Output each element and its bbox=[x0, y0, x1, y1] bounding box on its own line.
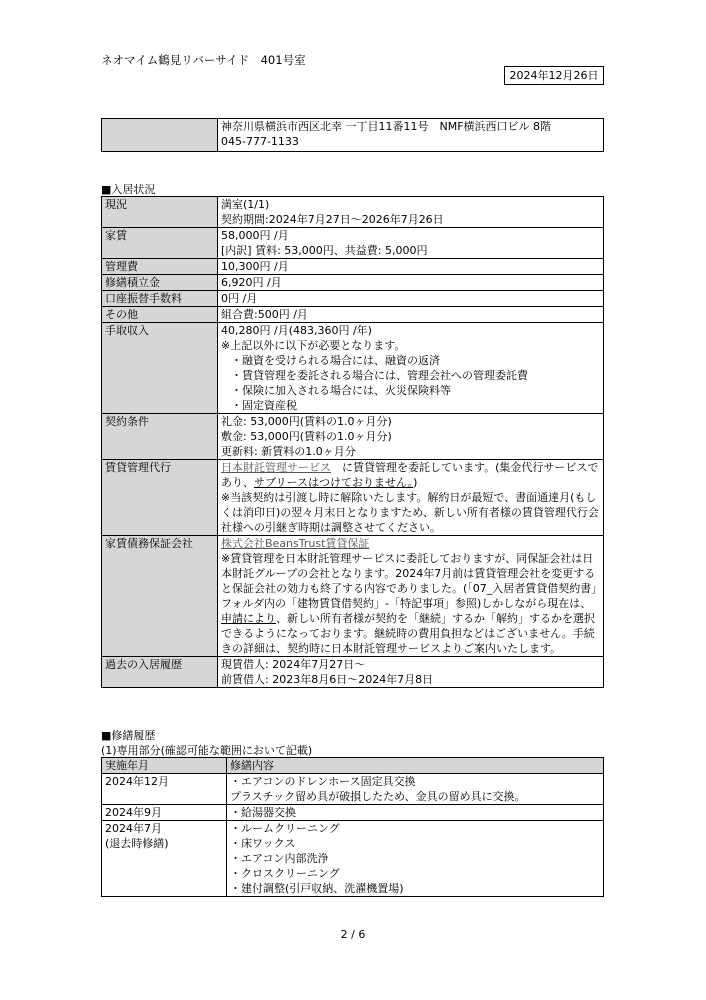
row-label: 現況 bbox=[102, 197, 218, 228]
row-management-agent bbox=[102, 460, 604, 536]
occupancy-section-title: ■入居状況 bbox=[101, 183, 156, 196]
column-header: 実施年月 bbox=[102, 758, 227, 774]
row-value bbox=[218, 460, 604, 536]
row-label: 家賃 bbox=[102, 228, 218, 259]
value-line: ・融資を受けられる場合には、融資の返済 bbox=[231, 354, 440, 367]
occupancy-table bbox=[101, 196, 604, 688]
repairs-section-title: ■修繕履歴 bbox=[101, 729, 156, 742]
row-label: 契約条件 bbox=[102, 414, 218, 460]
value-line: 10,300円 /月 bbox=[221, 260, 289, 273]
value-line: [内訳] 賃料: 53,000円、共益費: 5,000円 bbox=[221, 244, 428, 257]
row-value bbox=[218, 307, 604, 323]
page-number: 2 / 6 bbox=[340, 928, 366, 941]
no-sublease-note: サブリースはつけておりません。 bbox=[254, 476, 414, 489]
guarantor-company-link[interactable]: 株式会社BeansTrust賃貸保証 bbox=[221, 537, 370, 550]
repair-item: ・ルームクリーニング bbox=[230, 822, 340, 835]
row-label: 過去の入居履歴 bbox=[102, 657, 218, 688]
table-row bbox=[102, 774, 604, 805]
value-line: 礼金: 53,000円(賃料の1.0ヶ月分) bbox=[221, 415, 392, 428]
repair-item: ・エアコンのドレンホース固定具交換 bbox=[230, 775, 416, 788]
row-label: 賃貸管理代行 bbox=[102, 460, 218, 536]
property-title: ネオマイム鶴見リバーサイド 401号室 bbox=[101, 53, 306, 67]
address-line: 神奈川県横浜市西区北幸 一丁目11番11号 NMF横浜西口ビル 8階 bbox=[221, 120, 552, 133]
management-company-link[interactable]: 日本財託管理サービス bbox=[221, 461, 331, 474]
row-label: 家賃債務保証会社 bbox=[102, 536, 218, 657]
guarantor-note bbox=[221, 551, 600, 656]
row-other bbox=[102, 307, 604, 323]
value-line: 更新料: 新賃料の1.0ヶ月分 bbox=[221, 445, 356, 458]
row-management-fee bbox=[102, 259, 604, 275]
repairs-header-row bbox=[102, 758, 604, 774]
row-label: 手取収入 bbox=[102, 323, 218, 414]
repair-date bbox=[102, 805, 227, 821]
row-label: 管理費 bbox=[102, 259, 218, 275]
row-guarantor bbox=[102, 536, 604, 657]
value-line: ※上記以外に以下が必要となります。 bbox=[221, 339, 406, 352]
guarantor-note-part: 、新しい所有者様が契約を「継続」するか「解約」するかを選択できるようになっております。継続時の費用負担などはございません。手続きの詳細は、契約時に日本財託管理サービスよりご案内いたします。 bbox=[221, 612, 595, 655]
agent-text-part: に賃貸管理を委託しています。(集金代行サービスであり、 bbox=[221, 461, 599, 489]
repairs-table bbox=[101, 757, 604, 897]
management-agent-text bbox=[221, 460, 600, 490]
repair-items bbox=[227, 821, 604, 897]
termination-note: ※当該契約は引渡し時に解除いたします。解約日が最短で、書面通達月(もしくは消印日)の翌々月末日となりますため、新しい所有者様の賃貸管理代行会社様への引継ぎ時期は調整させてください。 bbox=[221, 491, 599, 534]
value-line: ・固定資産税 bbox=[231, 399, 297, 412]
date-line: (退去時修繕) bbox=[105, 837, 169, 850]
value-line: 6,920円 /月 bbox=[221, 276, 282, 289]
value-line: 前賃借人: 2023年8月6日～2024年7月8日 bbox=[221, 673, 434, 686]
value-line: 現賃借人: 2024年7月27日～ bbox=[221, 658, 366, 671]
table-row bbox=[102, 821, 604, 897]
value-line: 組合費:500円 /月 bbox=[221, 308, 308, 321]
row-value bbox=[218, 275, 604, 291]
repair-date bbox=[102, 821, 227, 897]
repair-items bbox=[227, 805, 604, 821]
repair-item: ・エアコン内部洗浄 bbox=[230, 852, 329, 865]
repair-items bbox=[227, 774, 604, 805]
repair-item: ・床ワックス bbox=[230, 837, 296, 850]
row-value bbox=[218, 291, 604, 307]
date-line: 2024年12月 bbox=[105, 775, 169, 788]
row-value bbox=[218, 228, 604, 259]
row-rent bbox=[102, 228, 604, 259]
value-line: 契約期間:2024年7月27日～2026年7月26日 bbox=[221, 213, 444, 226]
row-value bbox=[218, 536, 604, 657]
guarantor-note-part: ※賃貸管理を日本財託管理サービスに委託しておりますが、同保証会社は日本財託グループの会社となります。2024年7月前は賃貸管理会社を変更すると保証会社の効力も終了する内容でありました。(「07_入居者賃貸借契約書」フォルダ内の「建物賃貸借契約」-「特記事項」参照)しかしながら現在は、 bbox=[221, 552, 597, 610]
table-row bbox=[102, 805, 604, 821]
phone-line: 045-777-1133 bbox=[221, 135, 299, 148]
row-label: 修繕積立金 bbox=[102, 275, 218, 291]
row-label: その他 bbox=[102, 307, 218, 323]
repair-item: ・給湯器交換 bbox=[230, 806, 296, 819]
value-line: 満室(1/1) bbox=[221, 198, 270, 211]
row-value bbox=[218, 197, 604, 228]
repairs-subtitle: (1)専用部分(確認可能な範囲において記載) bbox=[101, 744, 313, 757]
column-header: 修繕内容 bbox=[227, 758, 604, 774]
address-box bbox=[101, 118, 604, 152]
row-history bbox=[102, 657, 604, 688]
upon-application-note: 申請により bbox=[221, 612, 276, 625]
value-line: ・賃貸管理を委託される場合には、管理会社への管理委託費 bbox=[231, 369, 528, 382]
row-contract-terms bbox=[102, 414, 604, 460]
repair-item: プラスチック留め具が破損したため、金具の留め具に交換。 bbox=[230, 790, 526, 803]
address-label bbox=[102, 119, 218, 152]
row-value bbox=[218, 323, 604, 414]
value-line: 0円 /月 bbox=[221, 292, 258, 305]
repair-item: ・クロスクリーニング bbox=[230, 867, 340, 880]
row-value bbox=[218, 657, 604, 688]
repair-date bbox=[102, 774, 227, 805]
row-repair-reserve bbox=[102, 275, 604, 291]
row-label: 口座振替手数料 bbox=[102, 291, 218, 307]
row-status bbox=[102, 197, 604, 228]
date-line: 2024年7月 bbox=[105, 822, 162, 835]
value-line: 58,000円 /月 bbox=[221, 229, 289, 242]
value-line: ・保険に加入される場合には、火災保険料等 bbox=[231, 384, 451, 397]
value-line: 敷金: 53,000円(賃料の1.0ヶ月分) bbox=[221, 430, 392, 443]
row-transfer-fee bbox=[102, 291, 604, 307]
row-net-income bbox=[102, 323, 604, 414]
repair-item: ・建付調整(引戸収納、洗濯機置場) bbox=[230, 882, 404, 895]
document-date: 2024年12月26日 bbox=[504, 66, 604, 85]
row-value bbox=[218, 259, 604, 275]
agent-text-close: ) bbox=[413, 476, 418, 489]
value-line: 40,280円 /月(483,360円 /年) bbox=[221, 324, 372, 337]
date-line: 2024年9月 bbox=[105, 806, 162, 819]
row-value bbox=[218, 414, 604, 460]
